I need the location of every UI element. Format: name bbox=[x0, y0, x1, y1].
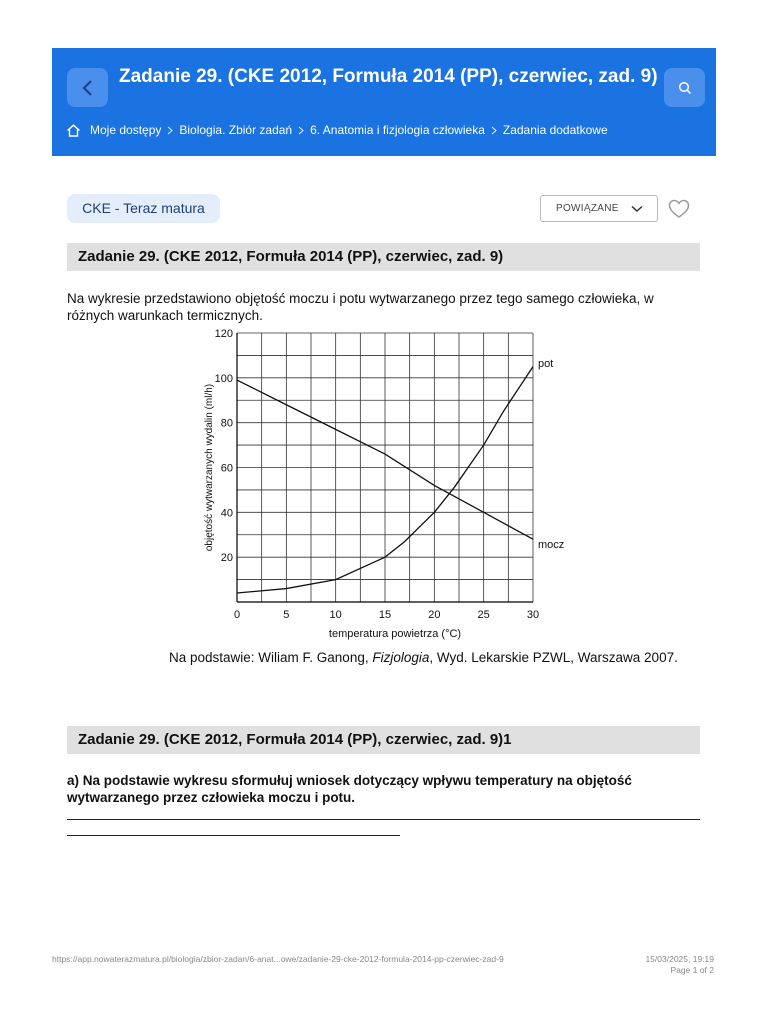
breadcrumb-item-biologia[interactable]: Biologia. Zbiór zadań bbox=[179, 123, 293, 137]
chevron-right-icon bbox=[491, 126, 497, 135]
source-tag[interactable]: CKE - Teraz matura bbox=[67, 194, 220, 223]
series-label-pot: pot bbox=[538, 357, 554, 370]
search-icon bbox=[678, 81, 692, 95]
y-tick-label: 40 bbox=[220, 507, 233, 520]
footer-datetime: 15/03/2025, 19:19 bbox=[645, 954, 714, 964]
footer-page: Page 1 of 2 bbox=[670, 965, 714, 975]
y-tick-label: 60 bbox=[220, 462, 233, 475]
source-suffix: , Wyd. Lekarskie PZWL, Warszawa 2007. bbox=[429, 650, 678, 665]
answer-line[interactable] bbox=[67, 835, 400, 836]
chevron-down-icon bbox=[631, 205, 643, 213]
header-bar bbox=[52, 48, 716, 156]
question-text: a) Na podstawie wykresu sformułuj wniosek dotyczący wpływu temperatury na objętość wytwarzanego przez człowieka moczu i potu. bbox=[67, 773, 632, 805]
related-label: POWIĄZANE bbox=[556, 203, 619, 214]
task-subheader: Zadanie 29. (CKE 2012, Formuła 2014 (PP), czerwiec, zad. 9)1 bbox=[67, 726, 700, 754]
footer-meta bbox=[600, 954, 714, 976]
chart bbox=[196, 326, 576, 648]
x-tick-label: 0 bbox=[233, 609, 241, 621]
chevron-left-icon bbox=[81, 79, 95, 97]
back-button[interactable] bbox=[67, 68, 108, 107]
chevron-right-icon bbox=[167, 126, 173, 135]
x-tick-label: 30 bbox=[526, 609, 540, 621]
breadcrumb-item-zadania-dodatkowe[interactable]: Zadania dodatkowe bbox=[502, 123, 608, 137]
x-tick-label: 20 bbox=[428, 609, 441, 621]
task-intro: Na wykresie przedstawiono objętość moczu i potu wytwarzanego przez tego samego człowieka, w różnych warunkach termicznych. bbox=[67, 291, 654, 323]
breadcrumb-item-moje-dostepy[interactable]: Moje dostępy bbox=[90, 123, 162, 137]
source-citation bbox=[169, 650, 709, 665]
search-button[interactable] bbox=[664, 68, 705, 107]
source-title: Fizjologia bbox=[372, 650, 430, 665]
y-axis-label: objętość wytwarzanych wydalin (ml/h) bbox=[204, 383, 215, 552]
x-tick-label: 5 bbox=[283, 609, 290, 621]
y-tick-label: 100 bbox=[214, 372, 233, 385]
home-icon[interactable] bbox=[66, 124, 81, 137]
y-tick-label: 20 bbox=[220, 552, 233, 565]
footer-url: https://app.nowaterazmatura.pl/biologia/zbior-zadan/6-anat...owe/zadanie-29-cke-2012-formula-2014-pp-czerwiec-zad-9 bbox=[52, 954, 504, 964]
x-tick-label: 15 bbox=[378, 609, 392, 621]
x-axis-label: temperatura powietrza (°C) bbox=[328, 628, 462, 640]
x-tick-label: 10 bbox=[329, 609, 342, 621]
chevron-right-icon bbox=[298, 126, 304, 135]
related-dropdown[interactable] bbox=[540, 195, 658, 222]
series-label-mocz: mocz bbox=[538, 539, 565, 552]
answer-line[interactable] bbox=[67, 819, 700, 820]
page-title: Zadanie 29. (CKE 2012, Formuła 2014 (PP), czerwiec, zad. 9) bbox=[119, 66, 658, 87]
heart-icon[interactable] bbox=[668, 199, 690, 219]
source-prefix: Na podstawie: Wiliam F. Ganong, bbox=[169, 650, 373, 665]
y-tick-label: 120 bbox=[214, 328, 233, 340]
y-tick-label: 80 bbox=[220, 417, 233, 430]
x-tick-label: 25 bbox=[477, 609, 490, 621]
breadcrumb-item-anatomia[interactable]: 6. Anatomia i fizjologia człowieka bbox=[310, 123, 485, 137]
breadcrumb bbox=[66, 123, 608, 137]
task-header: Zadanie 29. (CKE 2012, Formuła 2014 (PP), czerwiec, zad. 9) bbox=[67, 243, 700, 271]
